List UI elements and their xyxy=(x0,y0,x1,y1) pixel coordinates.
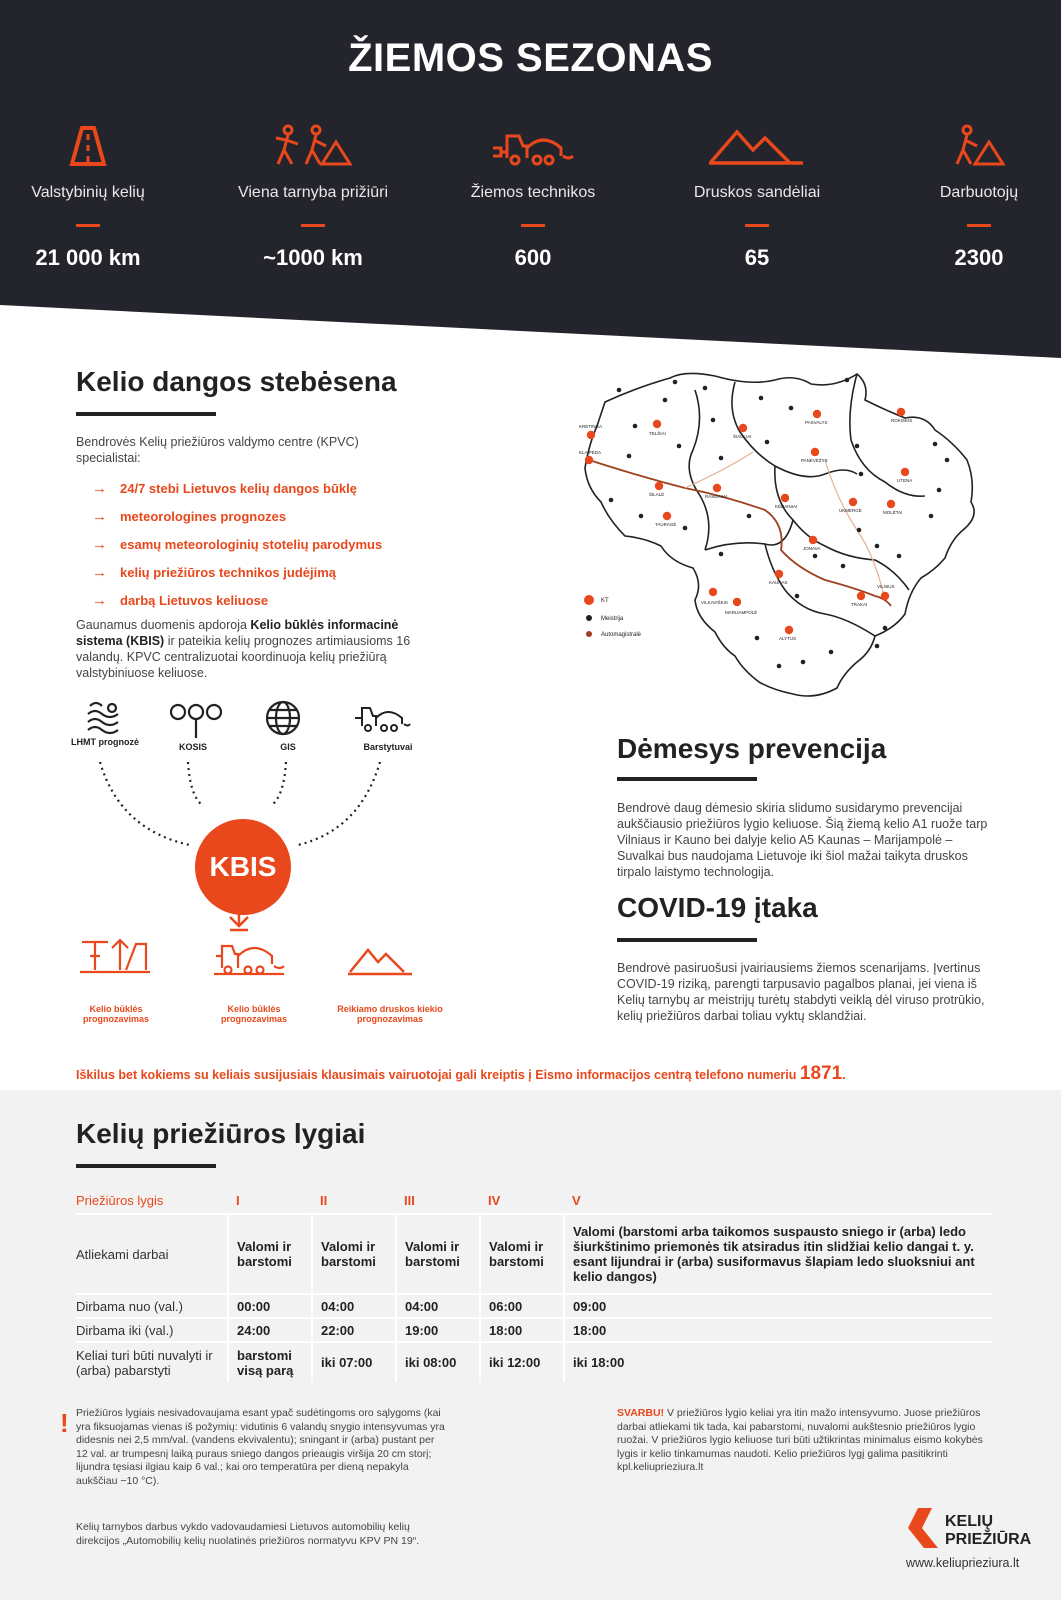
stat-divider xyxy=(76,224,100,227)
map-label: VILNIUS xyxy=(877,584,895,589)
prevention-title: Dėmesys prevencija xyxy=(617,733,887,764)
levels-note-exceptions: Priežiūros lygiais nesivadovaujama esant ypač sudėtingoms oro sąlygoms (kai yra fiksuojamas vienas iš požymių: vidutinis 6 valandų snygio intensyvumas yra didesnis nei 2,5 mm/val. (vandens ekvivalentu); sningant ir (arba) pustant per 12 val. ar trumpesnį laiką puraus sniego dangos prieaugis viršija 20 cm storį; lijundra tęsiasi ilgiau kaip 6 val.; kai oro temperatūra per dieną nepakyla aukščiau −10 °C). xyxy=(76,1407,445,1487)
table-header-cell: II xyxy=(320,1192,328,1208)
table-cell: 09:00 xyxy=(564,1294,992,1318)
table-row-label: Keliai turi būti nuvalyti ir (arba) pabarstyti xyxy=(76,1342,228,1382)
map-outline xyxy=(585,373,974,696)
source-lhmt-label: LHMT prognozė xyxy=(71,737,139,747)
table-cell: Valomi ir barstomi xyxy=(396,1214,480,1294)
hotline-message: Iškilus bet kokiems su keliais susijusiais klausimais vairuotojai gali kreiptis į Eismo informacijos centrą telefono numeriu xyxy=(76,1068,800,1082)
list-item-text: meteorologines prognozes xyxy=(120,508,287,524)
stat-divider xyxy=(967,224,991,227)
map-label: PASVALYS xyxy=(805,420,828,425)
monitoring-kbis-paragraph xyxy=(76,617,448,681)
monitoring-intro: Bendrovės Kelių priežiūros valdymo centre (KPVC) specialistai: xyxy=(76,435,359,465)
levels-table xyxy=(76,1187,992,1382)
map-label: VILKAVIŠKIS xyxy=(701,600,728,605)
table-cell: 24:00 xyxy=(228,1318,312,1342)
hotline-end: . xyxy=(842,1068,846,1082)
stat-label: Viena tarnyba prižiūri xyxy=(237,184,388,201)
map-label: TRAKAI xyxy=(851,602,868,607)
list-item xyxy=(92,586,382,614)
map-label: KAUNAS xyxy=(769,580,788,585)
table-cell: iki 12:00 xyxy=(480,1342,564,1382)
hotline-text xyxy=(76,1063,846,1085)
legend-highway-marker xyxy=(586,631,592,637)
stat-divider xyxy=(521,224,545,227)
monitoring-title: Kelio dangos stebėsena xyxy=(76,366,397,397)
salt-pile-icon xyxy=(652,118,862,166)
paragraph-text: Gaunamus duomenis apdoroja xyxy=(76,618,251,632)
table-cell: 18:00 xyxy=(480,1318,564,1342)
prevention-text: Bendrovė daug dėmesio skiria slidumo susidarymo prevencijai aukščiausio priežiūros lygio keliuose. Šią žiemą kelio A1 ruože tarp Vilniaus ir Kauno bei dalyje kelio A5 Kaunas – Marijampolė – Suvalkai bus naudojama Lietuvoje iki šiol mažai taikyta druskos tirpalo laistymo technologija. xyxy=(617,801,988,879)
table-row-label: Dirbama nuo (val.) xyxy=(76,1294,228,1318)
salt-pile-icon xyxy=(348,950,412,974)
company-logo-icon xyxy=(906,1508,940,1548)
stat-salt xyxy=(652,118,862,271)
list-item xyxy=(92,530,382,558)
table-cell: 00:00 xyxy=(228,1294,312,1318)
table-row xyxy=(76,1214,992,1294)
map-label: UTENA xyxy=(897,478,913,483)
table-cell: Valomi ir barstomi xyxy=(228,1214,312,1294)
list-item-text: 24/7 stebi Lietuvos kelių dangos būklę xyxy=(120,480,357,496)
covid-title: COVID-19 įtaka xyxy=(617,892,818,923)
weather-forecast-icon xyxy=(88,703,118,733)
covid-text: Bendrovė pasiruošusi įvairiausiems žiemos scenarijams. Įvertinus COVID-19 riziką, parengti tarpusavio pagalbos planai, jei viena iš Kelių tarnybų ar meistrijų turėtų stabdyti veiklą dėl viruso protrūkio, kelių priežiūros darbai toliau vyktų sklandžiai. xyxy=(617,961,985,1023)
stat-value: 65 xyxy=(744,245,770,270)
map-label: ALYTUS xyxy=(779,636,797,641)
legend-meistrija-marker xyxy=(586,615,592,621)
stat-label: Darbuotojų xyxy=(939,184,1019,201)
snowplow-icon xyxy=(428,118,638,166)
map-label: ROKIŠKIS xyxy=(891,418,913,423)
output-salt-label: Reikiamo druskos kiekio prognozavimas xyxy=(337,1004,443,1024)
road-lines xyxy=(685,452,885,600)
legend-meistrija-label: Meistrija xyxy=(601,616,624,622)
table-header-cell: V xyxy=(572,1192,581,1208)
website-link[interactable]: www.keliuprieziura.lt xyxy=(906,1556,1020,1570)
company-logo-text xyxy=(945,1513,1031,1549)
lithuania-map xyxy=(575,370,1005,710)
table-cell: Valomi ir barstomi xyxy=(480,1214,564,1294)
map-label: JONAVA xyxy=(803,546,821,551)
map-legend xyxy=(584,595,642,638)
table-row xyxy=(76,1294,992,1318)
stat-value: 21 000 km xyxy=(35,245,141,270)
road-icon xyxy=(0,118,193,166)
arrow-right-icon: → xyxy=(92,563,107,581)
map-label: ŠIAULIAI xyxy=(733,434,752,439)
paragraph-bold: Kelio būklės informacinė sistema (KBIS) xyxy=(76,618,399,648)
map-label: TELŠIAI xyxy=(649,431,666,436)
table-row-label: Dirbama iki (val.) xyxy=(76,1318,228,1342)
monitoring-title-rule xyxy=(76,412,216,416)
stat-divider xyxy=(301,224,325,227)
snowplow-icon xyxy=(214,946,284,974)
list-item xyxy=(92,558,382,586)
table-cell: barstomi visą parą xyxy=(228,1342,312,1382)
stat-technics xyxy=(428,118,638,271)
levels-title-rule xyxy=(76,1164,216,1168)
page-title: ŽIEMOS SEZONAS xyxy=(348,36,713,80)
list-item-text: esamų meteorologinių stotelių parodymus xyxy=(120,536,383,552)
levels-note-important xyxy=(617,1407,997,1475)
output-road-condition-label: Kelio būklės prognozavimas xyxy=(82,1004,149,1024)
table-header-cell: IV xyxy=(488,1192,501,1208)
arrow-right-icon: → xyxy=(92,507,107,525)
table-header-row xyxy=(76,1187,992,1214)
table-row xyxy=(76,1318,992,1342)
hotline-number: 1871 xyxy=(799,1063,843,1084)
kbis-circle: KBIS xyxy=(195,819,291,915)
worker-shovel-icon xyxy=(874,118,1061,166)
table-cell: Valomi ir barstomi xyxy=(312,1214,396,1294)
table-row xyxy=(76,1342,992,1382)
stat-label: Žiemos technikos xyxy=(470,184,596,201)
stat-value: ~1000 km xyxy=(263,245,363,270)
stat-service xyxy=(208,118,418,271)
list-item xyxy=(92,474,382,502)
monitoring-bullet-list xyxy=(92,474,382,614)
map-label: ŠILALĖ xyxy=(649,492,665,497)
arrow-right-icon: → xyxy=(92,479,107,497)
source-kosis-label: KOSIS xyxy=(178,742,207,752)
globe-icon xyxy=(267,702,299,734)
map-label: MOLĖTAI xyxy=(883,510,903,515)
warning-icon: ! xyxy=(60,1408,69,1438)
covid-title-rule xyxy=(617,938,757,942)
source-gis-label: GIS xyxy=(280,742,296,752)
stat-value: 600 xyxy=(514,245,552,270)
road-condition-icon xyxy=(80,940,150,972)
table-header-cell: I xyxy=(236,1192,240,1208)
legend-highway-label: Automagistralė xyxy=(601,632,642,638)
stat-value: 2300 xyxy=(954,245,1004,270)
arrow-right-icon: → xyxy=(92,535,107,553)
paragraph-text: ir pateikia kelių prognozes artimiausioms 16 valandų. KPVC centralizuotai koordinuoja kelių priežiūrą valstybiniuose keliuose. xyxy=(76,634,411,680)
legend-kt-label: KT xyxy=(601,598,609,604)
stat-label: Valstybinių kelių xyxy=(31,184,145,201)
important-text: V priežiūros lygio keliai yra itin mažo intensyvumo. Juose priežiūros darbai atliekami tik tada, kai pabarstomi, nuvalomi aukštesnio priežiūros lygio ruožai. V priežiūros lygio keliuose turi būti užtikrintas minimalus eismo kokybės lygis ir kelio tinkamumas naudoti. Kelio priežiūros lygį galima pasitikrinti kpl.keliuprieziura.lt xyxy=(617,1407,983,1473)
table-cell: 18:00 xyxy=(564,1318,992,1342)
table-header-cell: Priežiūros lygis xyxy=(76,1192,164,1208)
table-cell: 22:00 xyxy=(312,1318,396,1342)
stat-divider xyxy=(745,224,769,227)
logo-line: PRIEŽIŪRA xyxy=(945,1531,1032,1548)
stat-roads xyxy=(0,118,193,271)
table-cell: iki 08:00 xyxy=(396,1342,480,1382)
map-label: PANEVĖŽYS xyxy=(801,458,828,463)
spreader-truck-icon xyxy=(355,708,410,731)
map-label: RASEINIAI xyxy=(705,494,728,499)
legend-kt-marker xyxy=(584,595,594,605)
table-row-label: Atliekami darbai xyxy=(76,1214,228,1294)
stat-workers xyxy=(874,118,1061,271)
road-workers-icon xyxy=(208,118,418,166)
important-label: SVARBU! xyxy=(617,1407,665,1419)
map-label: KLAIPĖDA xyxy=(579,450,602,455)
table-cell: iki 18:00 xyxy=(564,1342,992,1382)
table-header-cell: III xyxy=(404,1192,415,1208)
stat-label: Druskos sandėliai xyxy=(693,184,821,201)
source-spreaders-label: Barstytuvai xyxy=(363,742,413,752)
highway-lines xyxy=(589,460,891,606)
table-cell: 04:00 xyxy=(312,1294,396,1318)
list-item-text: kelių priežiūros technikos judėjimą xyxy=(120,564,337,580)
list-item xyxy=(92,502,382,530)
weather-station-icon xyxy=(171,705,221,738)
arrow-right-icon: → xyxy=(92,591,107,609)
map-label: TAURAGĖ xyxy=(655,522,677,527)
levels-note-regulation: Kelių tarnybos darbus vykdo vadovaudamiesi Lietuvos automobilių kelių direkcijos „Automobilių kelių nuolatinės priežiūros normatyvu KPV PN 19“. xyxy=(76,1521,420,1547)
table-cell: Valomi (barstomi arba taikomos suspausto sniego ir (arba) ledo šiurkštinimo priemonės tik atsiradus itin slidžiai kelio dangai t. y. esant lijundrai ir (arba) susiformavus šlapiam ledo sluoksniui ant kelio dangos) xyxy=(564,1214,992,1294)
table-cell: iki 07:00 xyxy=(312,1342,396,1382)
map-label: KĖDAINIAI xyxy=(775,504,798,509)
map-label: KRETINGA xyxy=(579,424,603,429)
map-label: UKMERGĖ xyxy=(839,508,862,513)
list-item-text: darbą Lietuvos keliuose xyxy=(120,592,269,608)
table-cell: 04:00 xyxy=(396,1294,480,1318)
table-cell: 19:00 xyxy=(396,1318,480,1342)
prevention-title-rule xyxy=(617,777,757,781)
output-road-forecast-label: Kelio būklės prognozavimas xyxy=(220,1004,287,1024)
logo-line: KELIŲ xyxy=(945,1513,993,1530)
levels-title: Kelių priežiūros lygiai xyxy=(76,1118,366,1149)
table-cell: 06:00 xyxy=(480,1294,564,1318)
map-label: MARIJAMPOLĖ xyxy=(725,610,758,615)
